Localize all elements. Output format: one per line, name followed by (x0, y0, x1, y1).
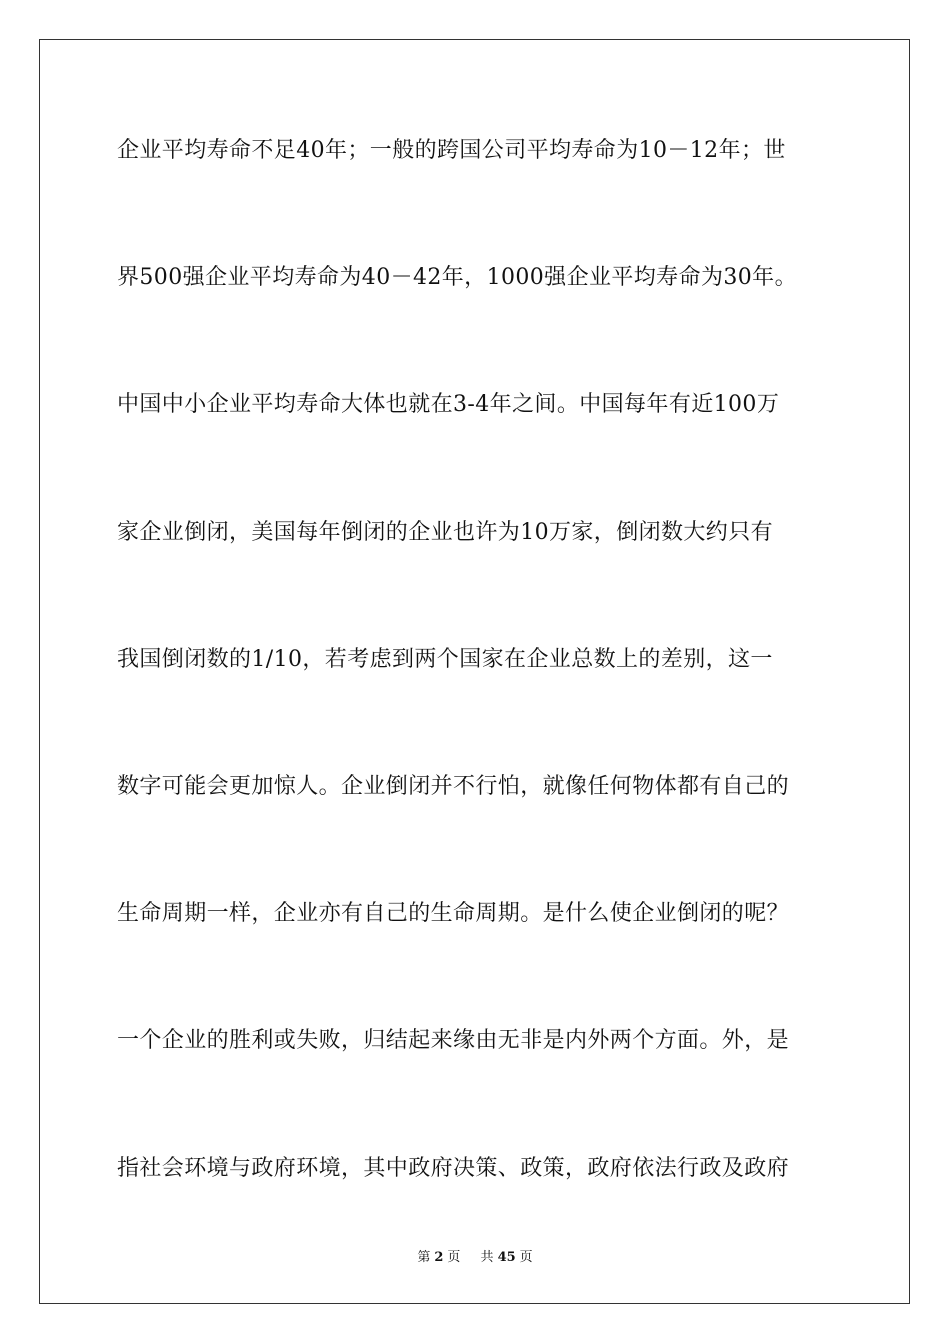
page-number: 2 (434, 1250, 444, 1265)
page-indicator (413, 1250, 464, 1265)
page-footer (0, 1246, 950, 1265)
text-line: 企业平均寿命不足40年；一般的跨国公司平均寿命为10－12年；世 (117, 138, 786, 163)
text-line: 家企业倒闭，美国每年倒闭的企业也许为10万家，倒闭数大约只有 (117, 519, 773, 545)
text-line: 界500强企业平均寿命为40－42年，1000强企业平均寿命为30年。 (117, 265, 797, 291)
total-prefix: 共 (480, 1250, 494, 1265)
document-body (117, 126, 833, 1271)
text-line: 一个企业的胜利或失败，归结起来缘由无非是内外两个方面。外，是 (117, 1028, 790, 1054)
text-line: 我国倒闭数的1/10，若考虑到两个国家在企业总数上的差别，这一 (117, 646, 773, 672)
page-suffix: 页 (447, 1250, 461, 1265)
total-indicator (477, 1250, 537, 1265)
total-pages: 45 (497, 1250, 516, 1265)
text-line: 中国中小企业平均寿命大体也就在3-4年之间。中国每年有近100万 (117, 392, 780, 418)
total-suffix: 页 (519, 1250, 533, 1265)
page-prefix: 第 (417, 1250, 431, 1265)
text-line: 数字可能会更加惊人。企业倒闭并不行怕，就像任何物体都有自己的 (117, 773, 790, 799)
text-line: 指社会环境与政府环境，其中政府决策、政策，政府依法行政及政府 (117, 1155, 790, 1181)
text-line: 生命周期一样，企业亦有自己的生命周期。是什么使企业倒闭的呢？ (117, 901, 790, 927)
